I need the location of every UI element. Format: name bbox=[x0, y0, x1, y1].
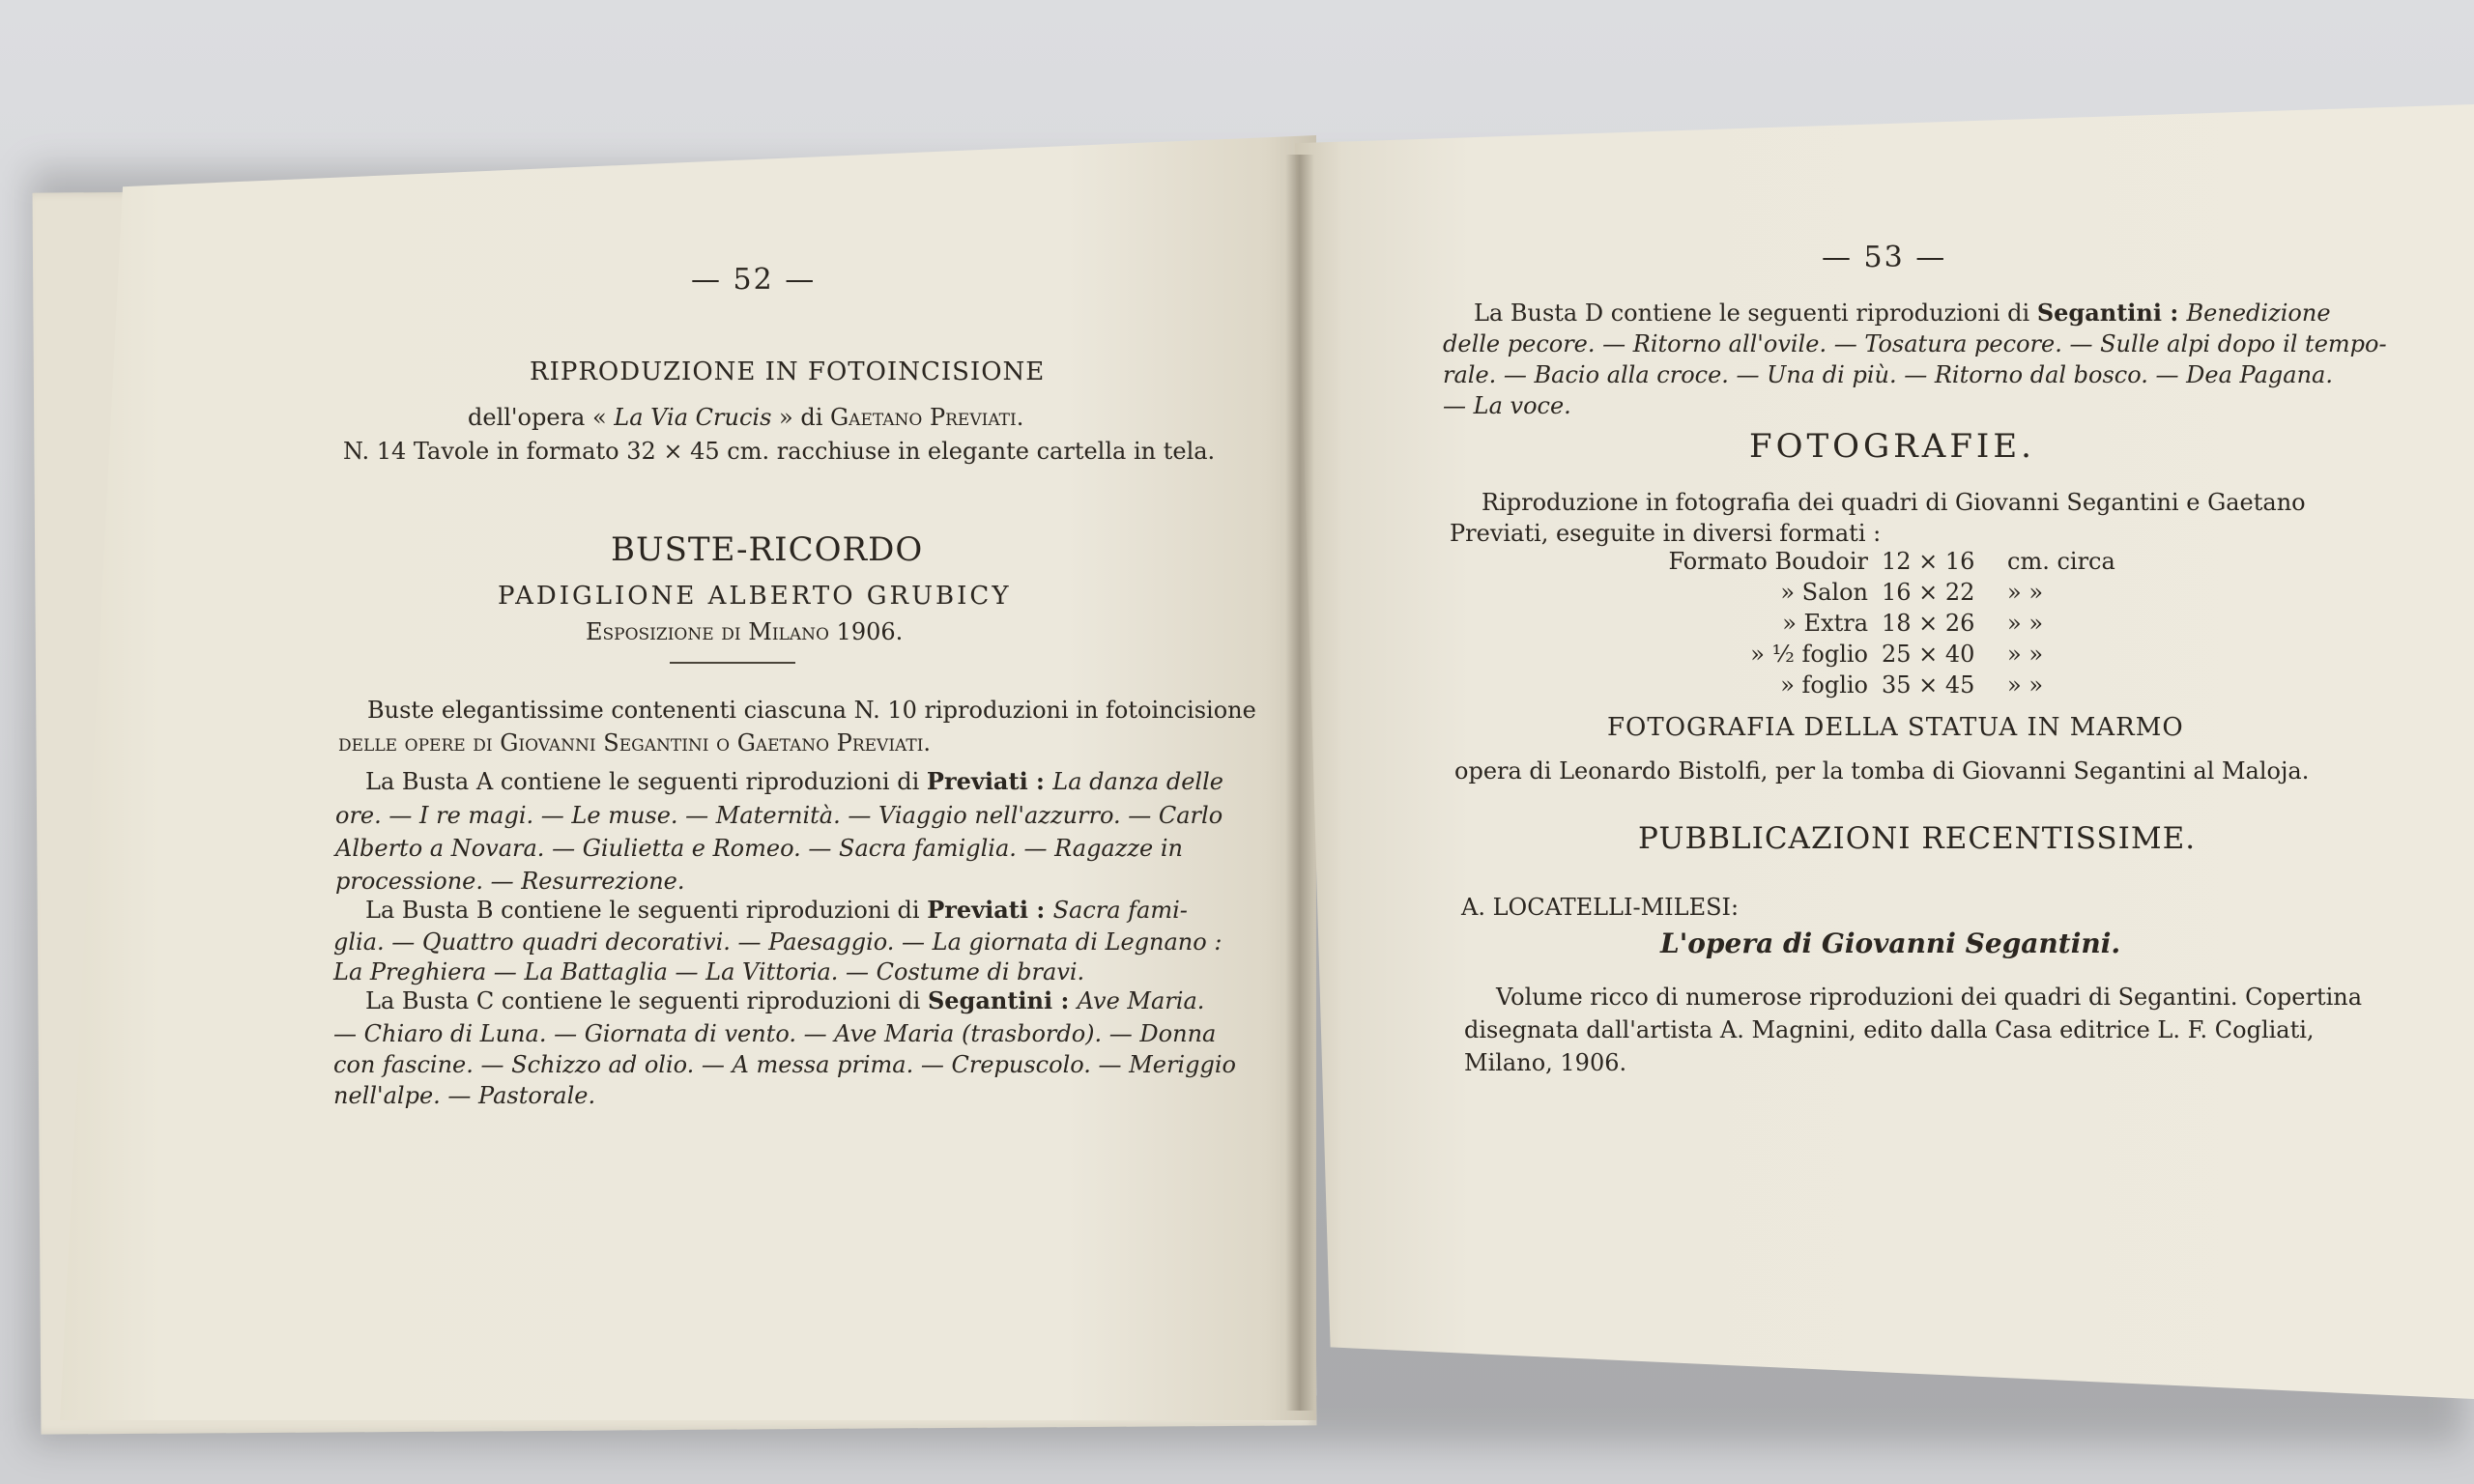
busta-c-line-2: — Chiaro di Luna. — Giornata di vento. — Ave Maria (trasbordo). — Donna bbox=[333, 1020, 1217, 1047]
busta-b-line-2: glia. — Quattro quadri decorativi. — Paesaggio. — La giornata di Legnano : bbox=[333, 928, 1223, 956]
format-row: » ½ foglio 25 × 40 » » bbox=[1750, 641, 2043, 668]
opera-line: dell'opera « La Via Crucis » di Gaetano Previati. bbox=[468, 404, 1024, 431]
tavole-line: N. 14 Tavole in formato 32 × 45 cm. racchiuse in elegante cartella in tela. bbox=[343, 438, 1216, 465]
heading-buste-ricordo: BUSTE-RICORDO bbox=[611, 530, 924, 569]
busta-b-line-1: La Busta B contiene le seguenti riproduzioni di Previati : Sacra fami- bbox=[365, 896, 1188, 924]
busta-b-line-3: La Preghiera — La Battaglia — La Vittoria. — Costume di bravi. bbox=[333, 958, 1085, 985]
heading-statua: FOTOGRAFIA DELLA STATUA IN MARMO bbox=[1607, 713, 2184, 742]
foto-intro-line-1: Riproduzione in fotografia dei quadri di Giovanni Segantini e Gaetano bbox=[1482, 489, 2306, 516]
intro-line-2: delle opere di Giovanni Segantini o Gaetano Previati. bbox=[338, 729, 932, 756]
busta-c-line-3: con fascine. — Schizzo ad olio. — A messa prima. — Crepuscolo. — Meriggio bbox=[333, 1051, 1236, 1078]
foto-intro-line-2: Previati, eseguite in diversi formati : bbox=[1450, 520, 1882, 547]
formats-table bbox=[1657, 546, 2229, 700]
page-number-left: — 52 — bbox=[691, 263, 817, 297]
volume-line-2: disegnata dall'artista A. Magnini, edito dalla Casa editrice L. F. Cogliati, bbox=[1464, 1016, 2315, 1043]
format-row: » Extra 18 × 26 » » bbox=[1782, 610, 2043, 637]
format-row: » foglio 35 × 45 » » bbox=[1780, 671, 2043, 699]
busta-d-line-3: rale. — Bacio alla croce. — Una di più. — Ritorno dal bosco. — Dea Pagana. bbox=[1443, 361, 2333, 388]
section-divider bbox=[670, 662, 795, 664]
book-gutter bbox=[1285, 155, 1314, 1411]
busta-c-line-1: La Busta C contiene le seguenti riproduzioni di Segantini : Ave Maria. bbox=[365, 986, 1205, 1014]
busta-d-line-1: La Busta D contiene le seguenti riproduzioni di Segantini : Benedizione bbox=[1474, 299, 2331, 327]
busta-a-line-2: ore. — I re magi. — Le muse. — Maternità. — Viaggio nell'azzurro. — Carlo bbox=[335, 802, 1223, 829]
busta-d-line-2: delle pecore. — Ritorno all'ovile. — Tosatura pecore. — Sulle alpi dopo il tempo- bbox=[1443, 330, 2387, 357]
book-title: L'opera di Giovanni Segantini. bbox=[1660, 928, 2121, 959]
statua-line: opera di Leonardo Bistolfi, per la tomba di Giovanni Segantini al Maloja. bbox=[1454, 757, 2310, 785]
busta-c-line-4: nell'alpe. — Pastorale. bbox=[333, 1082, 596, 1109]
right-page bbox=[1295, 104, 2474, 1399]
heading-esposizione: Esposizione di Milano 1906. bbox=[586, 618, 904, 645]
busta-a-line-3: Alberto a Novara. — Giulietta e Romeo. — Sacra famiglia. — Ragazze in bbox=[335, 835, 1183, 862]
busta-a-line-4: processione. — Resurrezione. bbox=[335, 868, 685, 895]
format-row: Formato Boudoir 12 × 16 cm. circa bbox=[1668, 548, 2115, 575]
page-number-right: — 53 — bbox=[1822, 241, 1947, 274]
heading-fotoincisione: RIPRODUZIONE IN FOTOINCISIONE bbox=[530, 357, 1046, 386]
author-line: A. LOCATELLI-MILESI: bbox=[1461, 894, 1740, 921]
volume-line-3: Milano, 1906. bbox=[1464, 1049, 1627, 1076]
intro-line-1: Buste elegantissime contenenti ciascuna N. 10 riproduzioni in fotoincisione bbox=[367, 697, 1256, 724]
heading-pubblicazioni: PUBBLICAZIONI RECENTISSIME. bbox=[1638, 821, 2197, 856]
busta-a-line-1: La Busta A contiene le seguenti riproduzioni di Previati : La danza delle bbox=[365, 767, 1223, 795]
heading-fotografie: FOTOGRAFIE. bbox=[1749, 427, 2035, 466]
volume-line-1: Volume ricco di numerose riproduzioni dei quadri di Segantini. Copertina bbox=[1496, 984, 2363, 1011]
heading-padiglione: PADIGLIONE ALBERTO GRUBICY bbox=[498, 582, 1012, 611]
format-row: » Salon 16 × 22 » » bbox=[1780, 579, 2043, 606]
busta-d-line-4: — La voce. bbox=[1443, 392, 1571, 419]
